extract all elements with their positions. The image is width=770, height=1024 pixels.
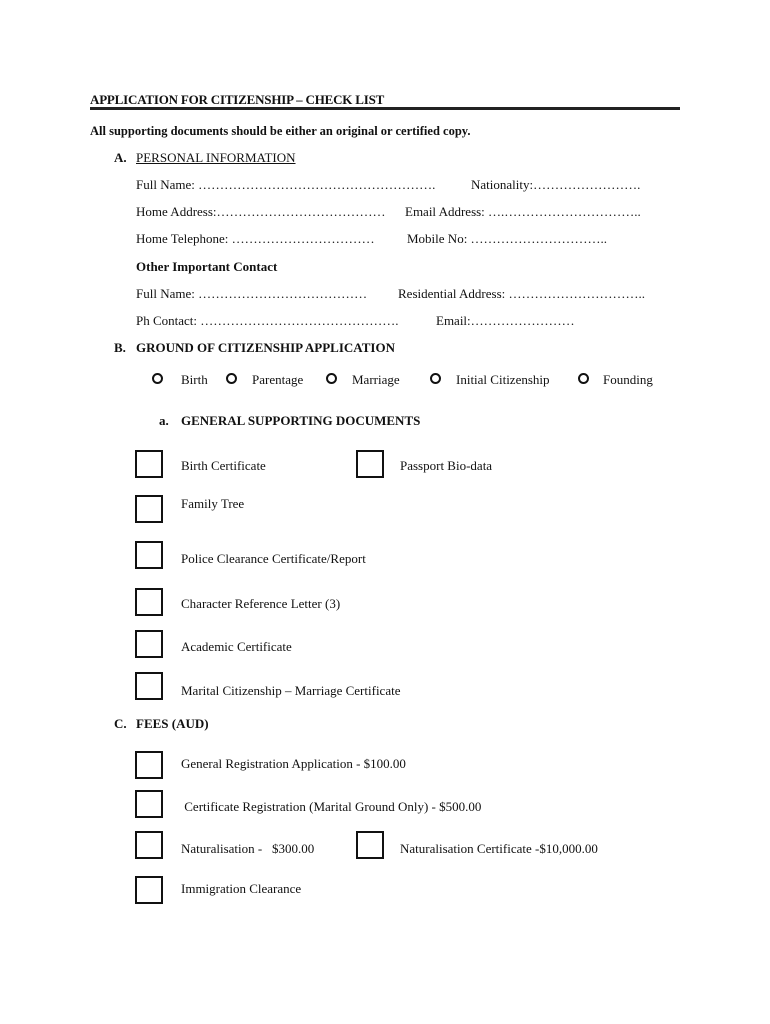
certificate-registration-checkbox[interactable] (135, 790, 163, 818)
immigration-clearance-checkbox[interactable] (135, 876, 163, 904)
parentage-radio[interactable] (226, 373, 237, 384)
passport-bio-data-checkbox[interactable] (356, 450, 384, 478)
section-b-letter: B. (114, 340, 126, 355)
character-reference-label: Character Reference Letter (3) (181, 596, 341, 611)
marriage-certificate-checkbox[interactable] (135, 672, 163, 700)
initial-citizenship-radio-label: Initial Citizenship (456, 372, 550, 387)
nationality-field[interactable]: Nationality:……………………. (471, 177, 641, 192)
instructions-text: All supporting documents should be either an original or certified copy. (90, 124, 471, 138)
other-contact-heading: Other Important Contact (136, 259, 278, 274)
marriage-radio-label: Marriage (352, 372, 400, 387)
police-clearance-label: Police Clearance Certificate/Report (181, 551, 366, 566)
residential-address-field[interactable]: Residential Address: ………………………….. (398, 286, 645, 301)
full-name-field[interactable]: Full Name: ………………………………………………. (136, 177, 436, 192)
naturalisation-label: Naturalisation - $300.00 (181, 841, 315, 856)
general-registration-label: General Registration Application - $100.00 (181, 756, 406, 771)
ph-contact-field[interactable]: Ph Contact: ………………………………………. (136, 313, 399, 328)
birth-radio-label: Birth (181, 372, 208, 387)
email-address-field[interactable]: Email Address: ….………………………….. (405, 204, 641, 219)
family-tree-checkbox[interactable] (135, 495, 163, 523)
section-b-heading: GROUND OF CITIZENSHIP APPLICATION (136, 340, 395, 355)
general-registration-checkbox[interactable] (135, 751, 163, 779)
founding-radio[interactable] (578, 373, 589, 384)
police-clearance-checkbox[interactable] (135, 541, 163, 569)
passport-bio-data-label: Passport Bio-data (400, 458, 493, 473)
naturalisation-certificate-checkbox[interactable] (356, 831, 384, 859)
academic-certificate-label: Academic Certificate (181, 639, 292, 654)
section-c-letter: C. (114, 716, 127, 731)
title-rule (90, 107, 680, 110)
marriage-radio[interactable] (326, 373, 337, 384)
parentage-radio-label: Parentage (252, 372, 304, 387)
family-tree-label: Family Tree (181, 496, 245, 511)
contact-full-name-field[interactable]: Full Name: ………………………………… (136, 286, 368, 301)
initial-citizenship-radio[interactable] (430, 373, 441, 384)
contact-email-field[interactable]: Email:…………………… (436, 313, 575, 328)
page-title: APPLICATION FOR CITIZENSHIP – CHECK LIST (90, 92, 385, 107)
section-c-heading: FEES (AUD) (136, 716, 209, 731)
home-address-field[interactable]: Home Address:………………………………… (136, 204, 386, 219)
birth-radio[interactable] (152, 373, 163, 384)
immigration-clearance-label: Immigration Clearance (181, 881, 302, 896)
birth-certificate-checkbox[interactable] (135, 450, 163, 478)
founding-radio-label: Founding (603, 372, 653, 387)
section-a-letter: A. (114, 150, 127, 165)
marriage-certificate-label: Marital Citizenship – Marriage Certificate (181, 683, 401, 698)
subsection-a-letter: a. (159, 413, 169, 428)
academic-certificate-checkbox[interactable] (135, 630, 163, 658)
home-telephone-field[interactable]: Home Telephone: …………………………… (136, 231, 375, 246)
birth-certificate-label: Birth Certificate (181, 458, 266, 473)
naturalisation-certificate-label: Naturalisation Certificate -$10,000.00 (400, 841, 598, 856)
subsection-a-heading: GENERAL SUPPORTING DOCUMENTS (181, 413, 421, 428)
section-a-heading: PERSONAL INFORMATION (136, 150, 296, 165)
naturalisation-checkbox[interactable] (135, 831, 163, 859)
mobile-no-field[interactable]: Mobile No: ………………………….. (407, 231, 608, 246)
character-reference-checkbox[interactable] (135, 588, 163, 616)
certificate-registration-label: Certificate Registration (Marital Ground Only) - $500.00 (181, 799, 482, 814)
